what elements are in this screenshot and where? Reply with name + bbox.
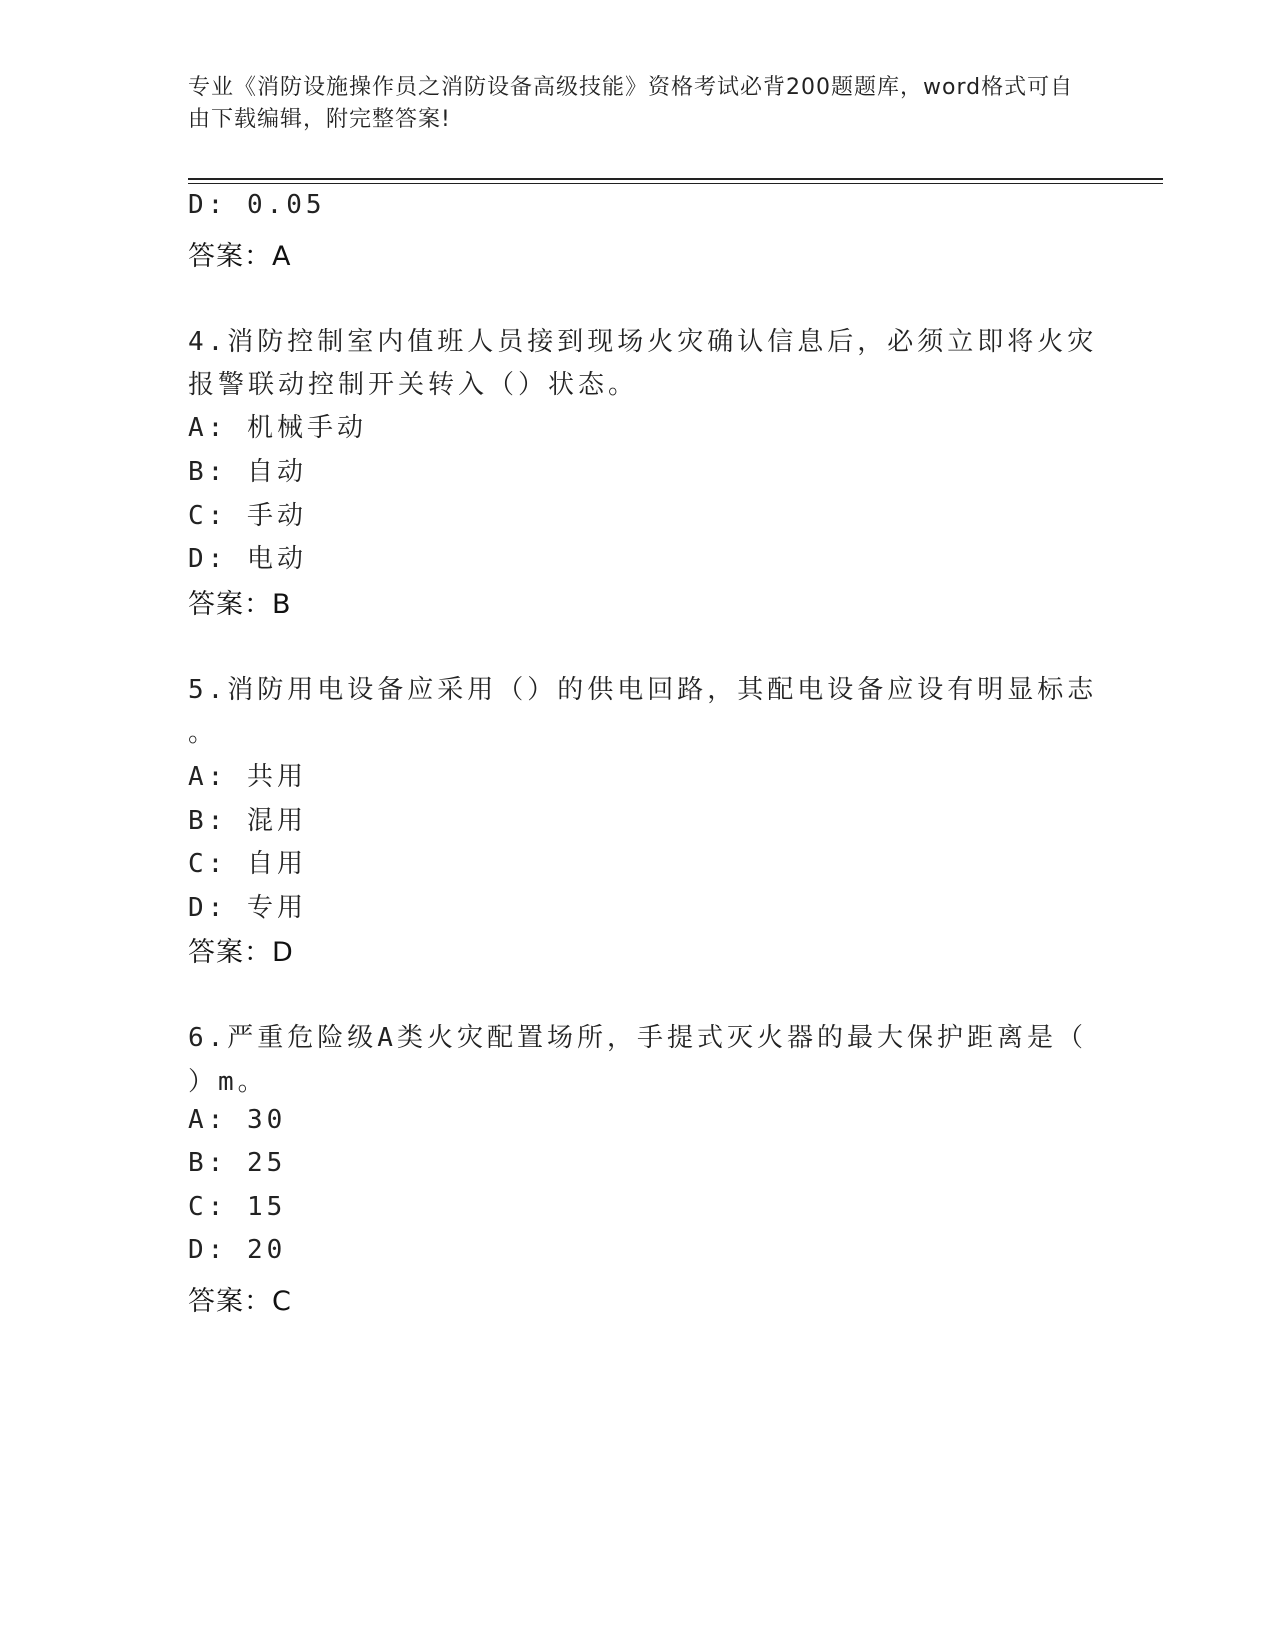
answer-label: 答案： [188, 1286, 272, 1317]
prev-answer [188, 234, 290, 273]
header-rule-thin [188, 183, 1163, 184]
question-6-option-a: A: 30 [188, 1105, 287, 1135]
question-4-stem-line-2: 报警联动控制开关转入（）状态。 [188, 370, 639, 400]
question-5-stem-line-1: 5.消防用电设备应采用（）的供电回路，其配电设备应设有明显标志 [188, 675, 1098, 705]
question-4-option-c: C: 手动 [188, 501, 307, 531]
question-6-option-b: B: 25 [188, 1148, 287, 1178]
document-header: 专业《消防设施操作员之消防设备高级技能》资格考试必背200题题库，word格式可自由下载编辑，附完整答案! [188, 75, 1074, 132]
question-5-option-d: D: 专用 [188, 893, 307, 923]
question-4-stem-line-1: 4.消防控制室内值班人员接到现场火灾确认信息后，必须立即将火灾 [188, 327, 1098, 357]
question-5-option-c: C: 自用 [188, 849, 307, 879]
answer-value: C [272, 1286, 291, 1317]
question-6-option-c: C: 15 [188, 1192, 287, 1222]
header-rule-thick [188, 178, 1163, 180]
question-5-option-b: B: 混用 [188, 806, 307, 836]
question-4-option-d: D: 电动 [188, 544, 307, 574]
question-5-stem-line-2: 。 [188, 718, 219, 748]
question-4-option-a: A: 机械手动 [188, 413, 367, 443]
answer-value: D [272, 937, 293, 968]
question-6-stem-line-1: 6.严重危险级A类火灾配置场所，手提式灭火器的最大保护距离是（ [188, 1023, 1087, 1053]
answer-label: 答案： [188, 241, 272, 272]
answer-value: B [272, 589, 291, 620]
answer-label: 答案： [188, 589, 272, 620]
question-5-answer [188, 930, 293, 969]
answer-value: A [272, 241, 291, 272]
answer-label: 答案： [188, 937, 272, 968]
question-6-answer [188, 1279, 291, 1318]
question-6-stem-line-2: ）m。 [188, 1067, 268, 1097]
prev-option-d: D: 0.05 [188, 190, 326, 220]
question-4-option-b: B: 自动 [188, 457, 307, 487]
question-4-answer [188, 582, 291, 621]
question-6-option-d: D: 20 [188, 1235, 287, 1265]
question-5-option-a: A: 共用 [188, 762, 307, 792]
